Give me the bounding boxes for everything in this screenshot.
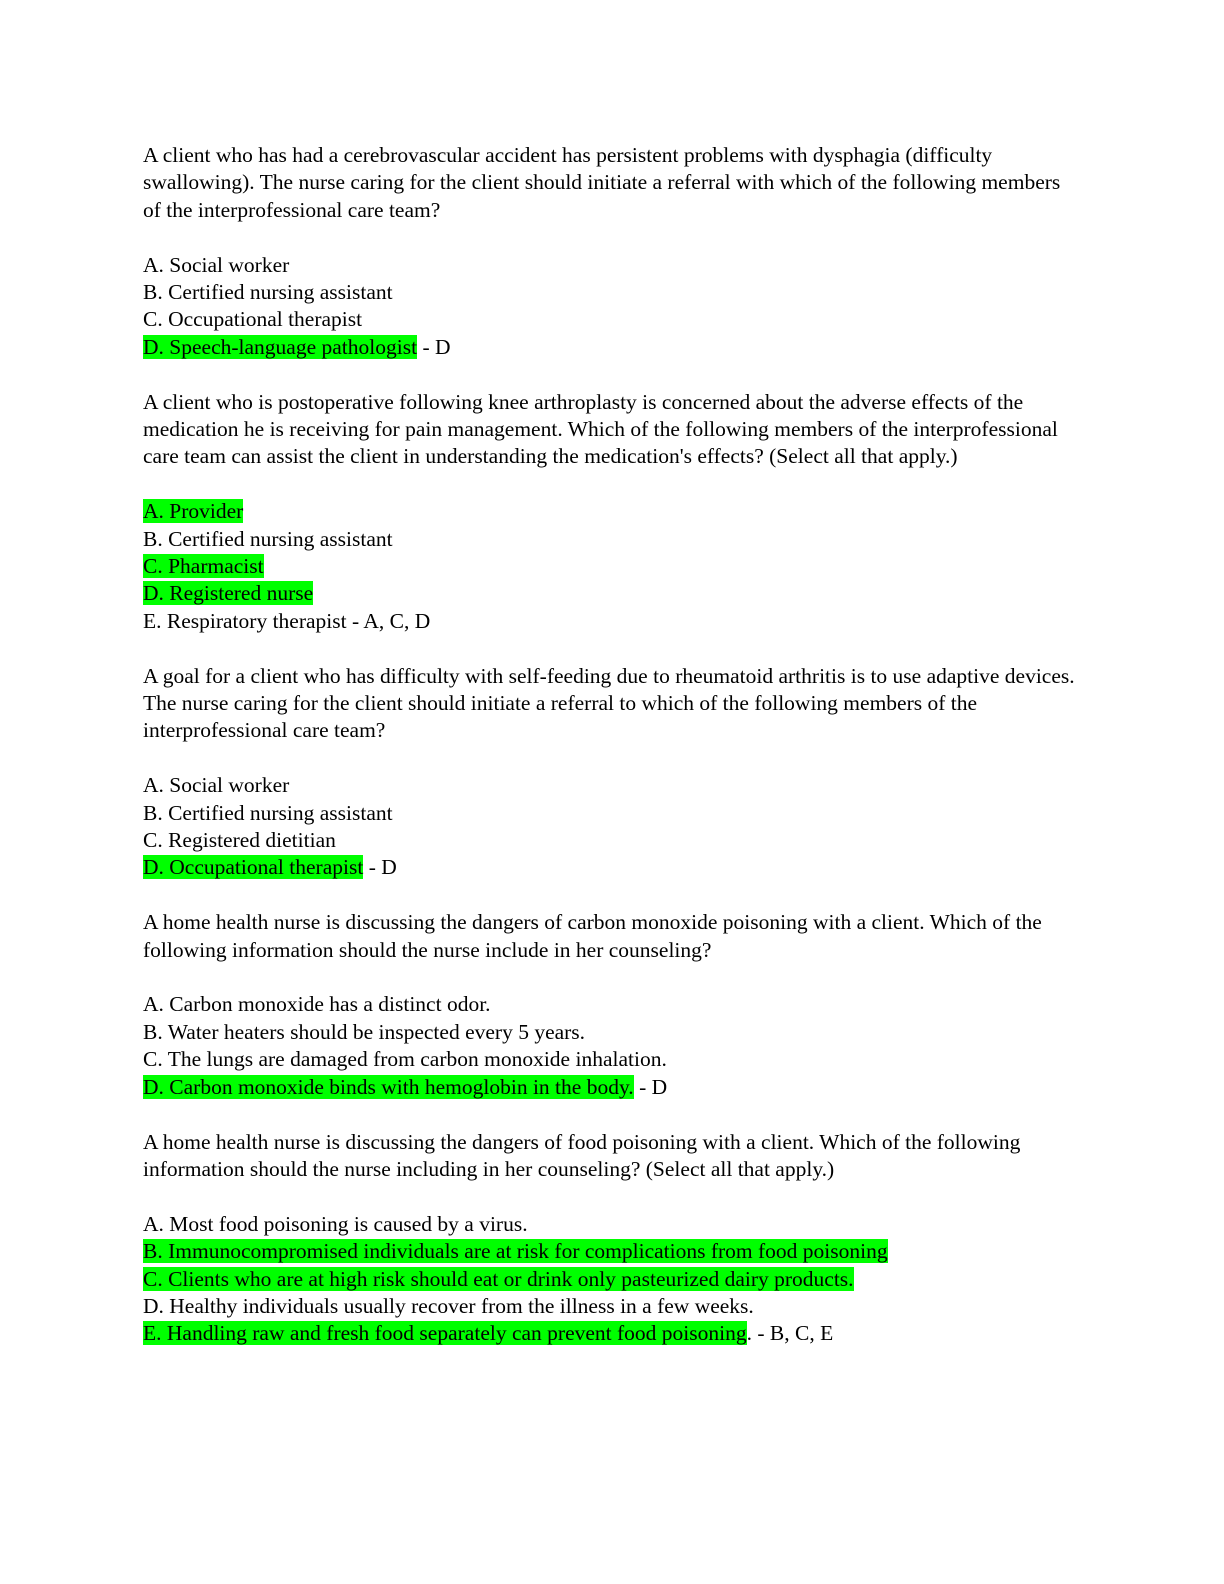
answer-key: . - B, C, E [746, 1321, 834, 1346]
answer-option [143, 498, 1083, 525]
answer-label: B. Water heaters should be inspected every 5 years. [143, 1019, 586, 1044]
answer-option [143, 553, 1083, 580]
answer-option [143, 991, 1083, 1018]
answer-option [143, 1293, 1083, 1320]
answer-option [143, 252, 1083, 279]
answer-key: - D [633, 1074, 668, 1099]
highlighted-answer: D. Occupational therapist [143, 855, 364, 880]
highlighted-answer: D. Carbon monoxide binds with hemoglobin in the body. [143, 1074, 634, 1099]
answer-options [143, 1211, 1083, 1348]
highlighted-answer: B. Immunocompromised individuals are at risk for complications from food poisoning [143, 1239, 888, 1264]
answer-key: - A, C, D [346, 608, 431, 633]
question-block [143, 389, 1083, 636]
answer-option [143, 1074, 1083, 1101]
answer-options [143, 498, 1083, 635]
answer-label: A. Social worker [143, 252, 290, 277]
answer-option [143, 334, 1083, 361]
highlighted-answer: C. Pharmacist [143, 554, 264, 579]
answer-key: - D [417, 334, 451, 359]
answer-label: C. Registered dietitian [143, 828, 336, 853]
answer-option [143, 1046, 1083, 1073]
answer-label: E. Respiratory therapist [143, 608, 347, 633]
highlighted-answer: D. Registered nurse [143, 581, 314, 606]
question-text: A goal for a client who has difficulty with self-feeding due to rheumatoid arthritis is to use adaptive devices. The nurse caring for the client should initiate a referral to which of the following members of the interprofessional care team? [143, 663, 1075, 743]
answer-option [143, 1211, 1083, 1238]
answer-option [143, 827, 1083, 854]
highlighted-answer: C. Clients who are at high risk should eat or drink only pasteurized dairy products. [143, 1266, 854, 1291]
question-block [143, 1129, 1083, 1348]
answer-option [143, 772, 1083, 799]
question-block [143, 909, 1083, 1101]
answer-label: B. Certified nursing assistant [143, 526, 393, 551]
document-content [143, 142, 1083, 1375]
answer-label: A. Most food poisoning is caused by a virus. [143, 1211, 528, 1236]
answer-label: B. Certified nursing assistant [143, 280, 393, 305]
question-text: A client who has had a cerebrovascular accident has persistent problems with dysphagia (difficulty swallowing). The nurse caring for the client should initiate a referral with which of the following members of the interprofessional care team? [143, 143, 1061, 222]
answer-option [143, 1266, 1083, 1293]
answer-label: A. Carbon monoxide has a distinct odor. [143, 992, 491, 1017]
answer-option [143, 608, 1083, 635]
answer-label: A. Social worker [143, 773, 290, 798]
answer-label: D. Healthy individuals usually recover from the illness in a few weeks. [143, 1293, 754, 1318]
answer-option [143, 306, 1083, 333]
question-block [143, 663, 1083, 882]
question-text: A client who is postoperative following knee arthroplasty is concerned about the adverse effects of the medication he is receiving for pain management. Which of the following members of the interprofessional care team can assist the client in understanding the medication's effects? (Select all that apply.) [143, 389, 1058, 469]
answer-option [143, 580, 1083, 607]
answer-option [143, 279, 1083, 306]
question-text: A home health nurse is discussing the dangers of food poisoning with a client. Which of the following information should the nurse including in her counseling? (Select all that apply.) [143, 1129, 1021, 1181]
answer-option [143, 1019, 1083, 1046]
answer-option [143, 1238, 1083, 1265]
answer-option [143, 1320, 1083, 1347]
question-block [143, 142, 1083, 361]
answer-option [143, 800, 1083, 827]
answer-options [143, 252, 1083, 362]
highlighted-answer: A. Provider [143, 499, 244, 524]
highlighted-answer: D. Speech-language pathologist [143, 334, 418, 359]
highlighted-answer: E. Handling raw and fresh food separately can prevent food poisoning [143, 1321, 747, 1346]
answer-option [143, 526, 1083, 553]
answer-label: C. The lungs are damaged from carbon monoxide inhalation. [143, 1047, 667, 1072]
answer-options [143, 772, 1083, 882]
answer-key: - D [363, 855, 397, 880]
answer-option [143, 854, 1083, 881]
answer-label: B. Certified nursing assistant [143, 800, 393, 825]
answer-options [143, 991, 1083, 1101]
answer-label: C. Occupational therapist [143, 307, 363, 332]
question-text: A home health nurse is discussing the dangers of carbon monoxide poisoning with a client. Which of the following information should the nurse include in her counseling? [143, 910, 1042, 962]
